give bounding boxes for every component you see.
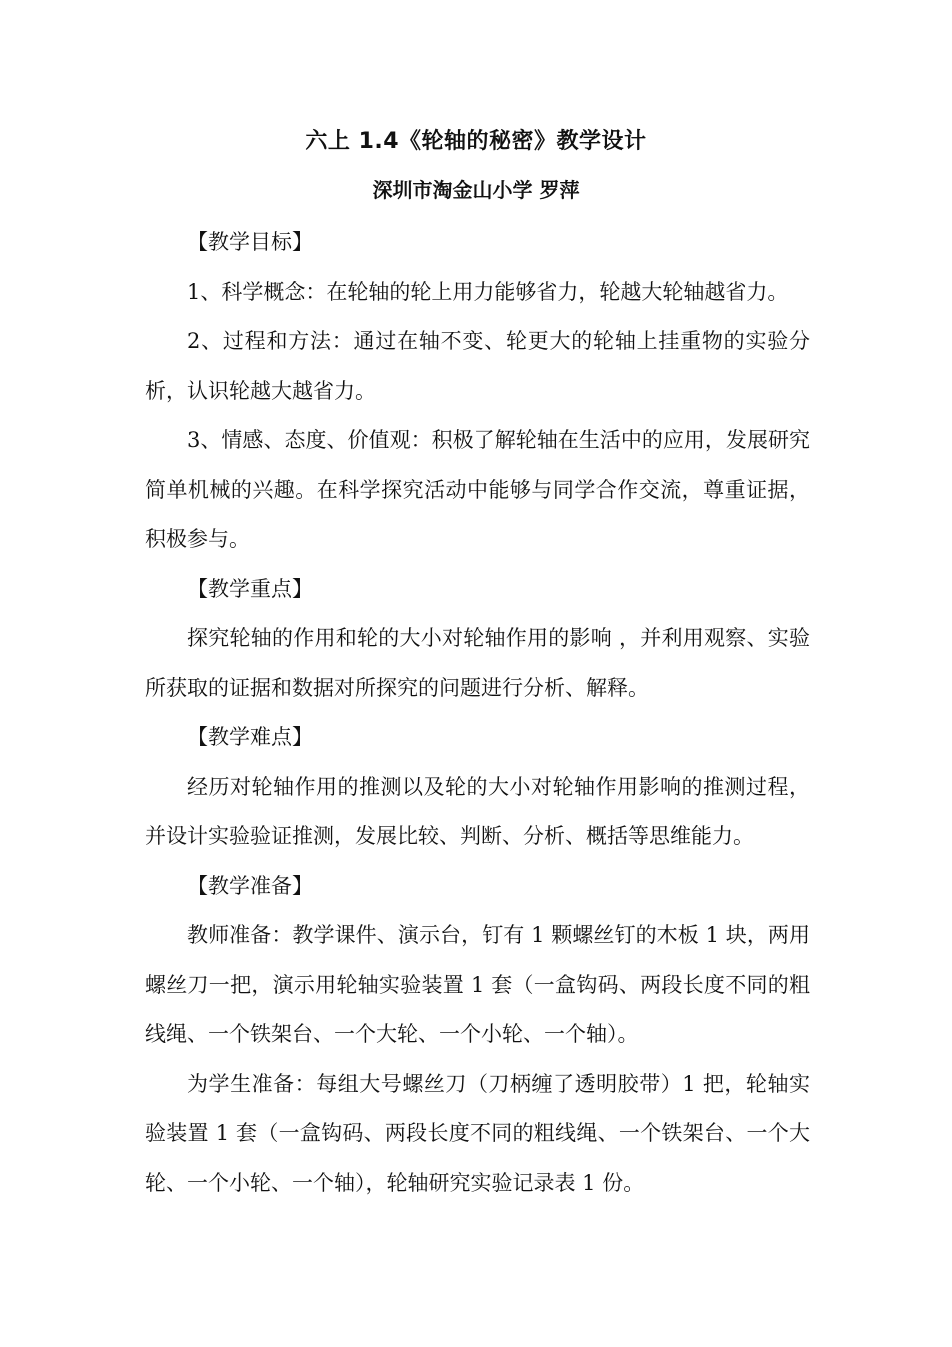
section-heading-difficulties: 【教学难点】 bbox=[187, 725, 313, 749]
student-preparation-paragraph: 为学生准备：每组大号螺丝刀（刀柄缠了透明胶带）1 把，轮轴实验装置 1 套（一盒钩码、两段长度不同的粗线绳、一个铁架台、一个大轮、一个小轮、一个轴），轮轴研究实验记录表 1 份。 bbox=[145, 1071, 810, 1195]
section-heading-key-points: 【教学重点】 bbox=[187, 576, 313, 601]
section-heading-preparation: 【教学准备】 bbox=[187, 873, 313, 898]
document-title: 六上 1.4《轮轴的秘密》教学设计 bbox=[305, 129, 647, 154]
key-points-paragraph: 探究轮轴的作用和轮的大小对轮轴作用的影响 ，并利用观察、实验所获取的证据和数据对所探究的问题进行分析、解释。 bbox=[145, 626, 810, 700]
objective-item-2: 2、过程和方法：通过在轴不变、轮更大的轮轴上挂重物的实验分析，认识轮越大越省力。 bbox=[145, 329, 810, 403]
author-line: 深圳市淘金山小学 罗萍 bbox=[372, 178, 580, 202]
section-heading-objectives: 【教学目标】 bbox=[187, 230, 313, 254]
difficulties-paragraph: 经历对轮轴作用的推测以及轮的大小对轮轴作用影响的推测过程，并设计实验验证推测，发展比较、判断、分析、概括等思维能力。 bbox=[145, 774, 810, 848]
objective-item-3: 3、情感、态度、价值观：积极了解轮轴在生活中的应用，发展研究简单机械的兴趣。在科学探究活动中能够与同学合作交流，尊重证据，积极参与。 bbox=[145, 428, 810, 551]
document-body bbox=[145, 218, 810, 1208]
objective-item-1: 1、科学概念：在轮轴的轮上用力能够省力，轮越大轮轴越省力。 bbox=[187, 279, 789, 304]
teacher-preparation-paragraph: 教师准备：教学课件、演示台，钉有 1 颗螺丝钉的木板 1 块，两用螺丝刀一把，演示用轮轴实验装置 1 套（一盒钩码、两段长度不同的粗线绳、一个铁架台、一个大轮、一个小轮、一个轴）。 bbox=[145, 923, 810, 1046]
